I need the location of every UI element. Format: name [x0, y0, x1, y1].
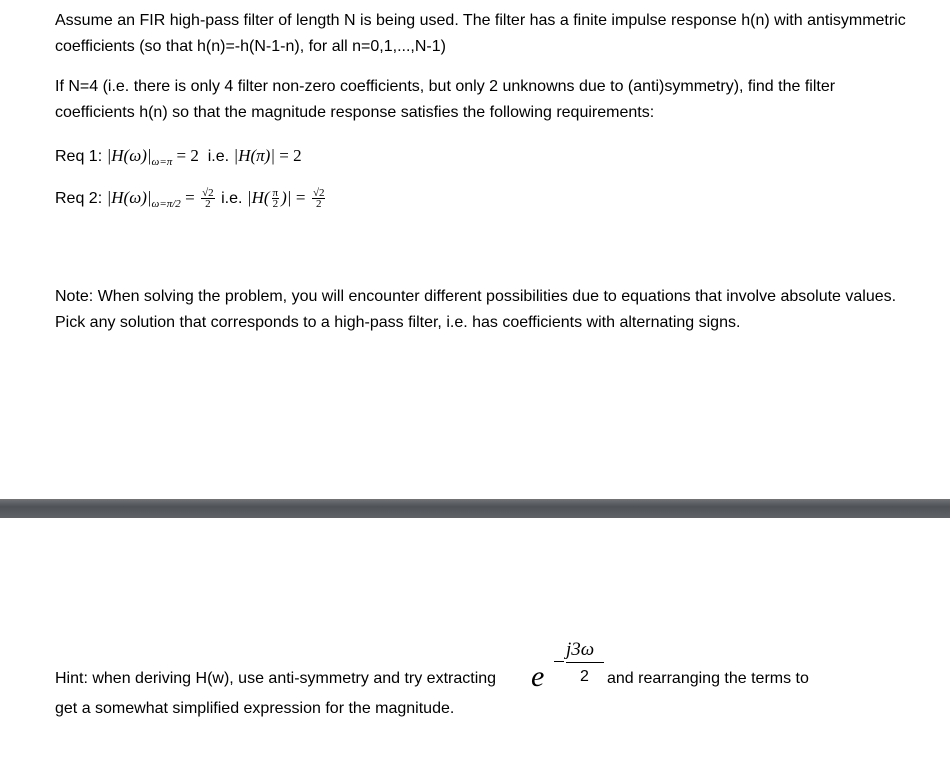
hint-exp-den: 2	[580, 668, 589, 685]
req2-ie: i.e.	[221, 190, 243, 207]
hint-exp-num: j3ω	[566, 639, 595, 660]
req2-equals: =	[180, 188, 195, 207]
req1-label: Req 1:	[55, 148, 103, 165]
req2-label: Req 2:	[55, 190, 103, 207]
req1-equals: = 2	[172, 146, 199, 165]
req2-frac-num: √2	[202, 187, 214, 200]
req2-rhs-den: 2	[315, 198, 322, 211]
req2-expr-open: |H(	[246, 188, 270, 207]
req2-rhs-fraction	[312, 188, 326, 209]
page-divider	[0, 499, 950, 518]
req1-rhs: = 2	[275, 146, 302, 165]
intro-paragraph: Assume an FIR high-pass filter of length N is being used. The filter has a finite impulse response h(n) with antisymmetric coefficients (so that h(n)=-h(N-1-n), for all n=0,1,...,N-1)	[55, 12, 906, 55]
req2-arg-num: π	[272, 187, 279, 200]
req1-ie: i.e.	[207, 148, 230, 165]
req1-lhs: |H(ω)|	[106, 146, 152, 165]
req2-fraction	[201, 188, 215, 209]
req2-arg-fraction	[272, 188, 280, 209]
hint-text-after: and rearranging the terms to	[607, 670, 809, 687]
hint-exp-fraction-bar	[566, 662, 604, 663]
requirement-2	[55, 188, 327, 210]
hint-exp-minus	[554, 661, 564, 662]
req1-subscript: ω=π	[151, 156, 173, 168]
note-paragraph: Note: When solving the problem, you will encounter different possibilities due to equations that involve absolute values. Pick any solution that corresponds to a high-pass filter, i.e. has coefficients with alternating signs.	[55, 288, 897, 331]
req1-expr: |H(π)|	[233, 146, 275, 165]
req2-lhs: |H(ω)|	[106, 188, 152, 207]
hint-exp-base: e	[531, 660, 545, 693]
req2-expr-close: )|	[281, 188, 292, 207]
req2-equals-2: =	[295, 188, 306, 207]
req2-arg-den: 2	[272, 198, 279, 211]
req2-rhs-num: √2	[312, 187, 325, 200]
requirement-1	[55, 146, 302, 168]
hint-text-line2: get a somewhat simplified expression for the magnitude.	[55, 700, 455, 717]
hint-text-before: Hint: when deriving H(w), use anti-symmetry and try extracting	[55, 670, 497, 687]
hint-exponent	[554, 641, 610, 687]
req2-subscript: ω=π/2	[151, 198, 181, 210]
req2-frac-den: 2	[205, 198, 211, 211]
task-paragraph: If N=4 (i.e. there is only 4 filter non-zero coefficients, but only 2 unknowns due to (anti)symmetry), find the filter coefficients h(n) so that the magnitude response satisfies the following requirements:	[55, 78, 836, 121]
